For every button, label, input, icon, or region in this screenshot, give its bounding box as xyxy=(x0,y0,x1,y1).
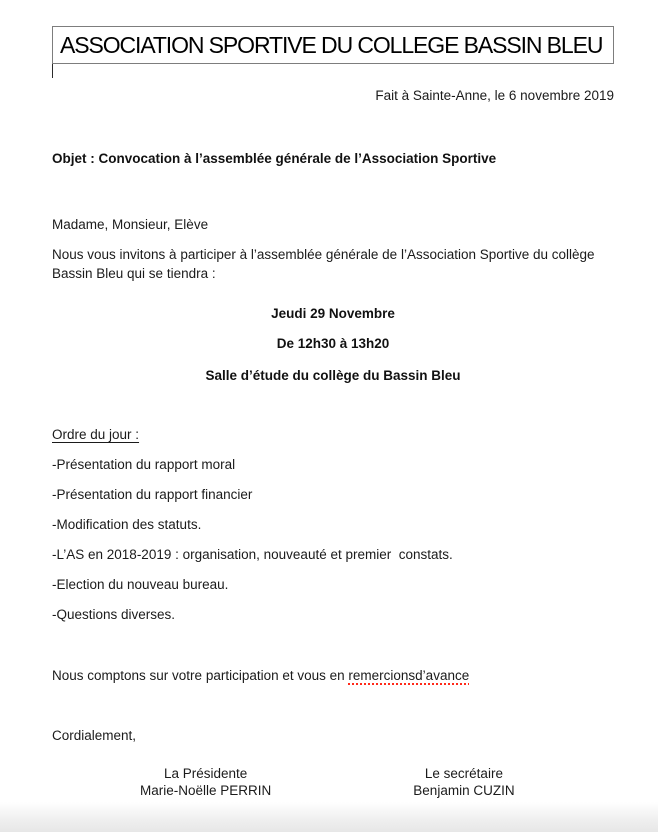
signature-president xyxy=(140,765,271,799)
agenda-item: -L’AS en 2018-2019 : organisation, nouveauté et premier constats. xyxy=(52,547,453,562)
closing-text: Nous comptons sur votre participation et vous en xyxy=(52,668,349,683)
signature-role: Le secrétaire xyxy=(424,766,503,781)
meeting-place: Salle d’étude du collège du Bassin Bleu xyxy=(205,368,461,383)
page-bottom-edge xyxy=(0,802,658,832)
title-box xyxy=(52,26,614,64)
signature-secretary xyxy=(413,765,514,799)
agenda-heading: Ordre du jour : xyxy=(52,427,140,442)
document-title: ASSOCIATION SPORTIVE DU COLLEGE BASSIN BLEU xyxy=(60,31,603,58)
salutation: Madame, Monsieur, Elève xyxy=(52,217,209,232)
agenda-item: -Modification des statuts. xyxy=(52,517,202,532)
date-line: Fait à Sainte-Anne, le 6 novembre 2019 xyxy=(375,88,614,103)
agenda-item: -Présentation du rapport moral xyxy=(52,457,236,472)
agenda-item: -Election du nouveau bureau. xyxy=(52,577,229,592)
closing-line xyxy=(52,666,614,685)
intro-paragraph: Nous vous invitons à participer à l’assemblée générale de l’Association Sportive du collège Bassin Bleu qui se tiendra : xyxy=(52,247,599,281)
signature-name: Benjamin CUZIN xyxy=(413,783,515,798)
signoff: Cordialement, xyxy=(52,728,137,743)
subject-line: Objet : Convocation à l’assemblée générale de l’Association Sportive xyxy=(52,151,497,166)
meeting-day: Jeudi 29 Novembre xyxy=(271,306,395,321)
agenda-item: -Questions diverses. xyxy=(52,607,176,622)
signature-row xyxy=(52,765,614,799)
signature-name: Marie-Noëlle PERRIN xyxy=(140,783,272,798)
misspelled-word: remercionsd’avance xyxy=(348,668,470,683)
agenda-item: -Présentation du rapport financier xyxy=(52,487,253,502)
meeting-time: De 12h30 à 13h20 xyxy=(276,336,390,351)
text-cursor xyxy=(52,64,53,78)
signature-role: La Présidente xyxy=(163,766,248,781)
